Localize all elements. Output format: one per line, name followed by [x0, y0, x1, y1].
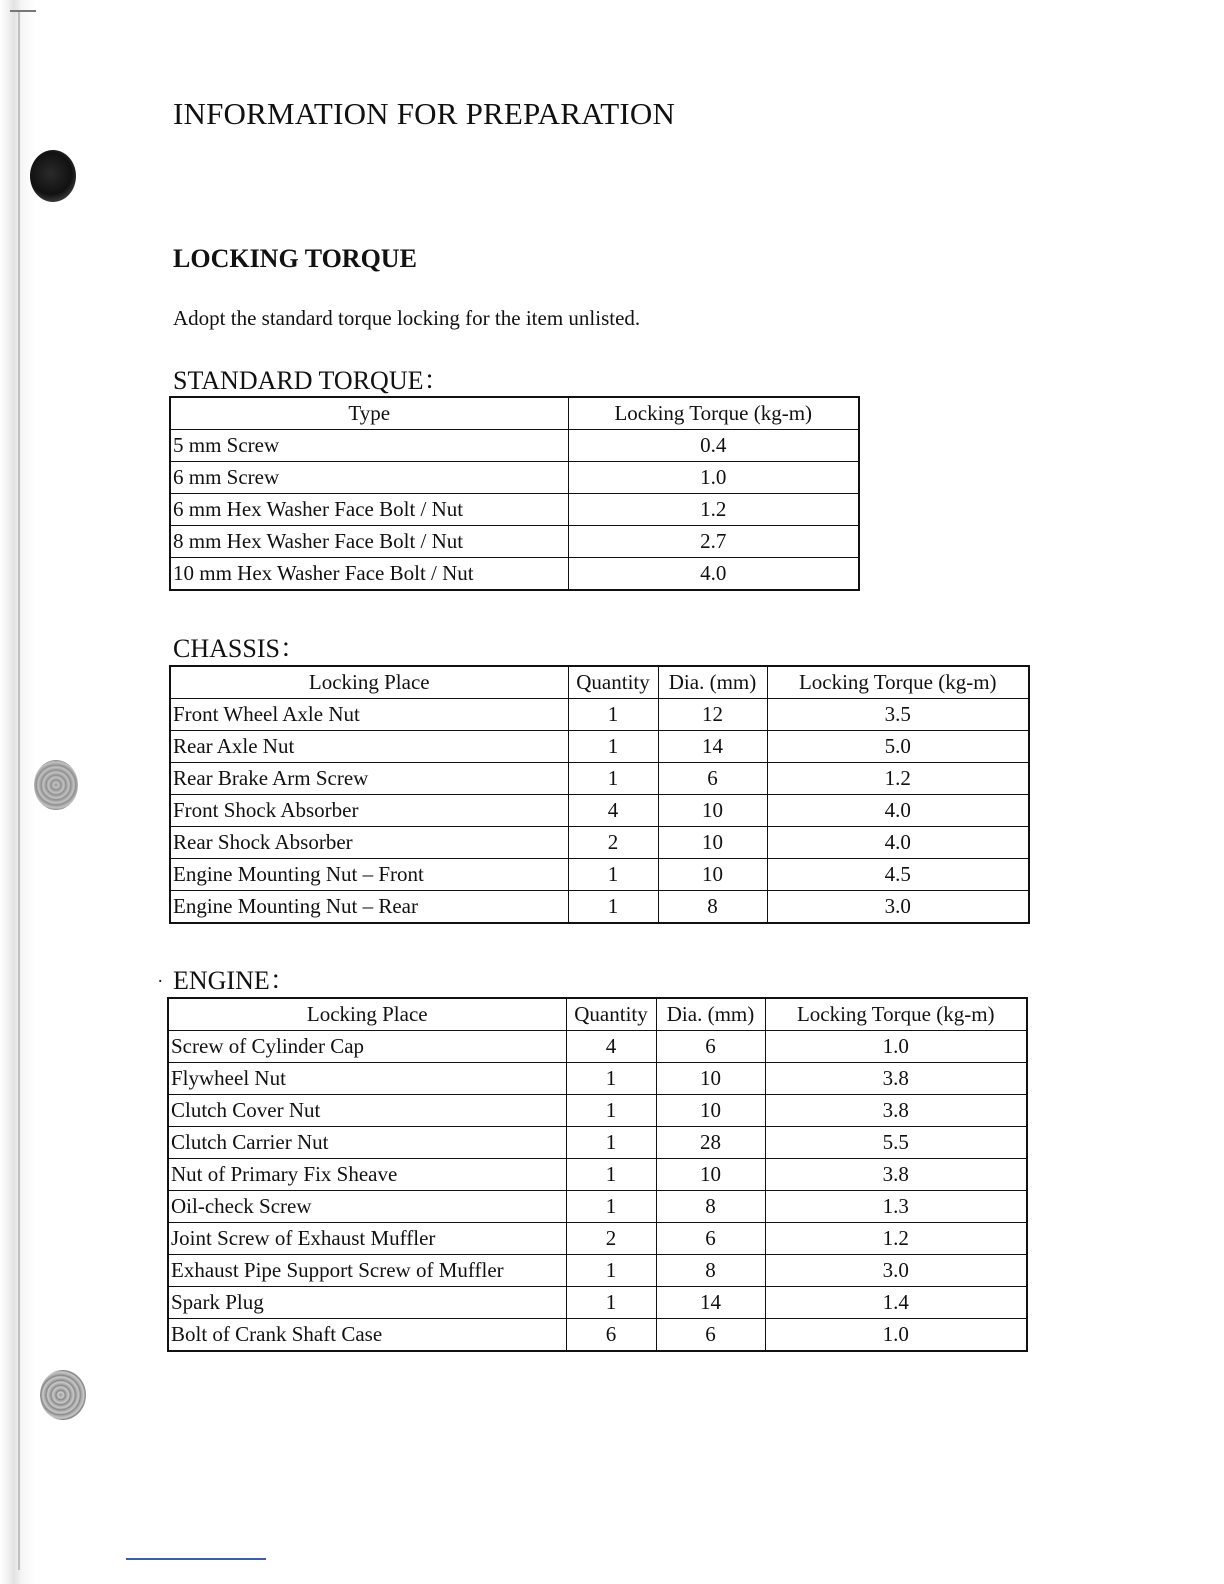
header-locking-torque: Locking Torque (kg-m): [568, 397, 859, 430]
engine-torque-table: [167, 997, 1028, 1352]
table-row: [170, 462, 859, 494]
diameter-cell: 8: [656, 1191, 765, 1223]
table-row: [170, 731, 1029, 763]
torque-cell: 5.0: [767, 731, 1029, 763]
diameter-cell: 8: [658, 891, 767, 924]
table-header-row: [170, 666, 1029, 699]
table-row: [168, 1255, 1027, 1287]
standard-torque-table: [169, 396, 860, 591]
torque-cell: 3.8: [765, 1063, 1027, 1095]
table-row: [168, 1127, 1027, 1159]
table-row: [170, 859, 1029, 891]
table-row: [170, 827, 1029, 859]
table-row: [170, 763, 1029, 795]
place-cell: Rear Axle Nut: [170, 731, 568, 763]
diameter-cell: 10: [656, 1159, 765, 1191]
place-cell: Nut of Primary Fix Sheave: [168, 1159, 566, 1191]
table-row: [168, 1095, 1027, 1127]
engine-heading: ENGINE：: [173, 966, 296, 995]
torque-cell: 1.0: [568, 462, 859, 494]
quantity-cell: 1: [566, 1159, 656, 1191]
torque-cell: 1.2: [765, 1223, 1027, 1255]
table-row: [168, 1031, 1027, 1063]
torque-cell: 3.8: [765, 1095, 1027, 1127]
torque-cell: 4.0: [767, 827, 1029, 859]
header-quantity: Quantity: [568, 666, 658, 699]
diameter-cell: 6: [658, 763, 767, 795]
chassis-heading: CHASSIS：: [173, 634, 306, 663]
type-cell: 6 mm Hex Washer Face Bolt / Nut: [170, 494, 568, 526]
place-cell: Flywheel Nut: [168, 1063, 566, 1095]
torque-cell: 4.0: [568, 558, 859, 591]
table-row: [168, 1063, 1027, 1095]
place-cell: Bolt of Crank Shaft Case: [168, 1319, 566, 1352]
quantity-cell: 2: [568, 827, 658, 859]
header-diameter: Dia. (mm): [656, 998, 765, 1031]
table-row: [170, 795, 1029, 827]
diameter-cell: 14: [658, 731, 767, 763]
quantity-cell: 1: [566, 1095, 656, 1127]
stray-mark: .: [158, 966, 163, 986]
place-cell: Exhaust Pipe Support Screw of Muffler: [168, 1255, 566, 1287]
place-cell: Oil-check Screw: [168, 1191, 566, 1223]
diameter-cell: 14: [656, 1287, 765, 1319]
type-cell: 5 mm Screw: [170, 430, 568, 462]
chassis-torque-table: [169, 665, 1030, 924]
diameter-cell: 8: [656, 1255, 765, 1287]
diameter-cell: 10: [658, 795, 767, 827]
torque-cell: 3.0: [765, 1255, 1027, 1287]
quantity-cell: 1: [568, 763, 658, 795]
table-row: [170, 430, 859, 462]
table-row: [170, 558, 859, 591]
place-cell: Screw of Cylinder Cap: [168, 1031, 566, 1063]
header-type: Type: [170, 397, 568, 430]
torque-cell: 1.0: [765, 1319, 1027, 1352]
torque-cell: 3.5: [767, 699, 1029, 731]
header-diameter: Dia. (mm): [658, 666, 767, 699]
torque-cell: 4.0: [767, 795, 1029, 827]
type-cell: 6 mm Screw: [170, 462, 568, 494]
place-cell: Clutch Cover Nut: [168, 1095, 566, 1127]
torque-cell: 0.4: [568, 430, 859, 462]
quantity-cell: 4: [566, 1031, 656, 1063]
bottom-rule: [126, 1558, 266, 1560]
binder-tick: [10, 10, 36, 12]
torque-cell: 1.4: [765, 1287, 1027, 1319]
quantity-cell: 1: [568, 699, 658, 731]
diameter-cell: 10: [658, 859, 767, 891]
diameter-cell: 10: [656, 1063, 765, 1095]
diameter-cell: 12: [658, 699, 767, 731]
table-row: [168, 1159, 1027, 1191]
header-locking-torque: Locking Torque (kg-m): [767, 666, 1029, 699]
torque-cell: 1.2: [767, 763, 1029, 795]
place-cell: Engine Mounting Nut – Front: [170, 859, 568, 891]
quantity-cell: 1: [566, 1191, 656, 1223]
header-locking-place: Locking Place: [168, 998, 566, 1031]
header-quantity: Quantity: [566, 998, 656, 1031]
place-cell: Front Shock Absorber: [170, 795, 568, 827]
quantity-cell: 2: [566, 1223, 656, 1255]
diameter-cell: 28: [656, 1127, 765, 1159]
punch-hole-icon: [40, 1370, 86, 1420]
header-locking-torque: Locking Torque (kg-m): [765, 998, 1027, 1031]
place-cell: Spark Plug: [168, 1287, 566, 1319]
table-header-row: [168, 998, 1027, 1031]
torque-cell: 1.0: [765, 1031, 1027, 1063]
torque-cell: 1.2: [568, 494, 859, 526]
torque-cell: 2.7: [568, 526, 859, 558]
table-row: [170, 526, 859, 558]
place-cell: Engine Mounting Nut – Rear: [170, 891, 568, 924]
torque-cell: 5.5: [765, 1127, 1027, 1159]
torque-cell: 1.3: [765, 1191, 1027, 1223]
binder-line: [18, 10, 20, 1570]
table-header-row: [170, 397, 859, 430]
torque-cell: 4.5: [767, 859, 1029, 891]
quantity-cell: 1: [566, 1287, 656, 1319]
quantity-cell: 1: [568, 731, 658, 763]
place-cell: Rear Brake Arm Screw: [170, 763, 568, 795]
header-locking-place: Locking Place: [170, 666, 568, 699]
place-cell: Joint Screw of Exhaust Muffler: [168, 1223, 566, 1255]
quantity-cell: 1: [568, 891, 658, 924]
section-title: LOCKING TORQUE: [173, 244, 417, 273]
place-cell: Clutch Carrier Nut: [168, 1127, 566, 1159]
punch-hole-icon: [30, 150, 76, 202]
quantity-cell: 1: [568, 859, 658, 891]
quantity-cell: 6: [566, 1319, 656, 1352]
diameter-cell: 10: [658, 827, 767, 859]
table-row: [170, 494, 859, 526]
table-row: [168, 1287, 1027, 1319]
place-cell: Front Wheel Axle Nut: [170, 699, 568, 731]
quantity-cell: 1: [566, 1063, 656, 1095]
punch-hole-icon: [34, 760, 78, 810]
torque-cell: 3.0: [767, 891, 1029, 924]
table-row: [170, 699, 1029, 731]
type-cell: 10 mm Hex Washer Face Bolt / Nut: [170, 558, 568, 591]
torque-cell: 3.8: [765, 1159, 1027, 1191]
diameter-cell: 6: [656, 1223, 765, 1255]
place-cell: Rear Shock Absorber: [170, 827, 568, 859]
diameter-cell: 10: [656, 1095, 765, 1127]
page-title: INFORMATION FOR PREPARATION: [173, 96, 676, 131]
table-row: [168, 1191, 1027, 1223]
type-cell: 8 mm Hex Washer Face Bolt / Nut: [170, 526, 568, 558]
diameter-cell: 6: [656, 1319, 765, 1352]
quantity-cell: 1: [566, 1255, 656, 1287]
standard-torque-heading: STANDARD TORQUE：: [173, 366, 450, 395]
table-row: [168, 1223, 1027, 1255]
table-row: [170, 891, 1029, 924]
quantity-cell: 4: [568, 795, 658, 827]
diameter-cell: 6: [656, 1031, 765, 1063]
quantity-cell: 1: [566, 1127, 656, 1159]
intro-text: Adopt the standard torque locking for the item unlisted.: [173, 306, 641, 330]
table-row: [168, 1319, 1027, 1352]
